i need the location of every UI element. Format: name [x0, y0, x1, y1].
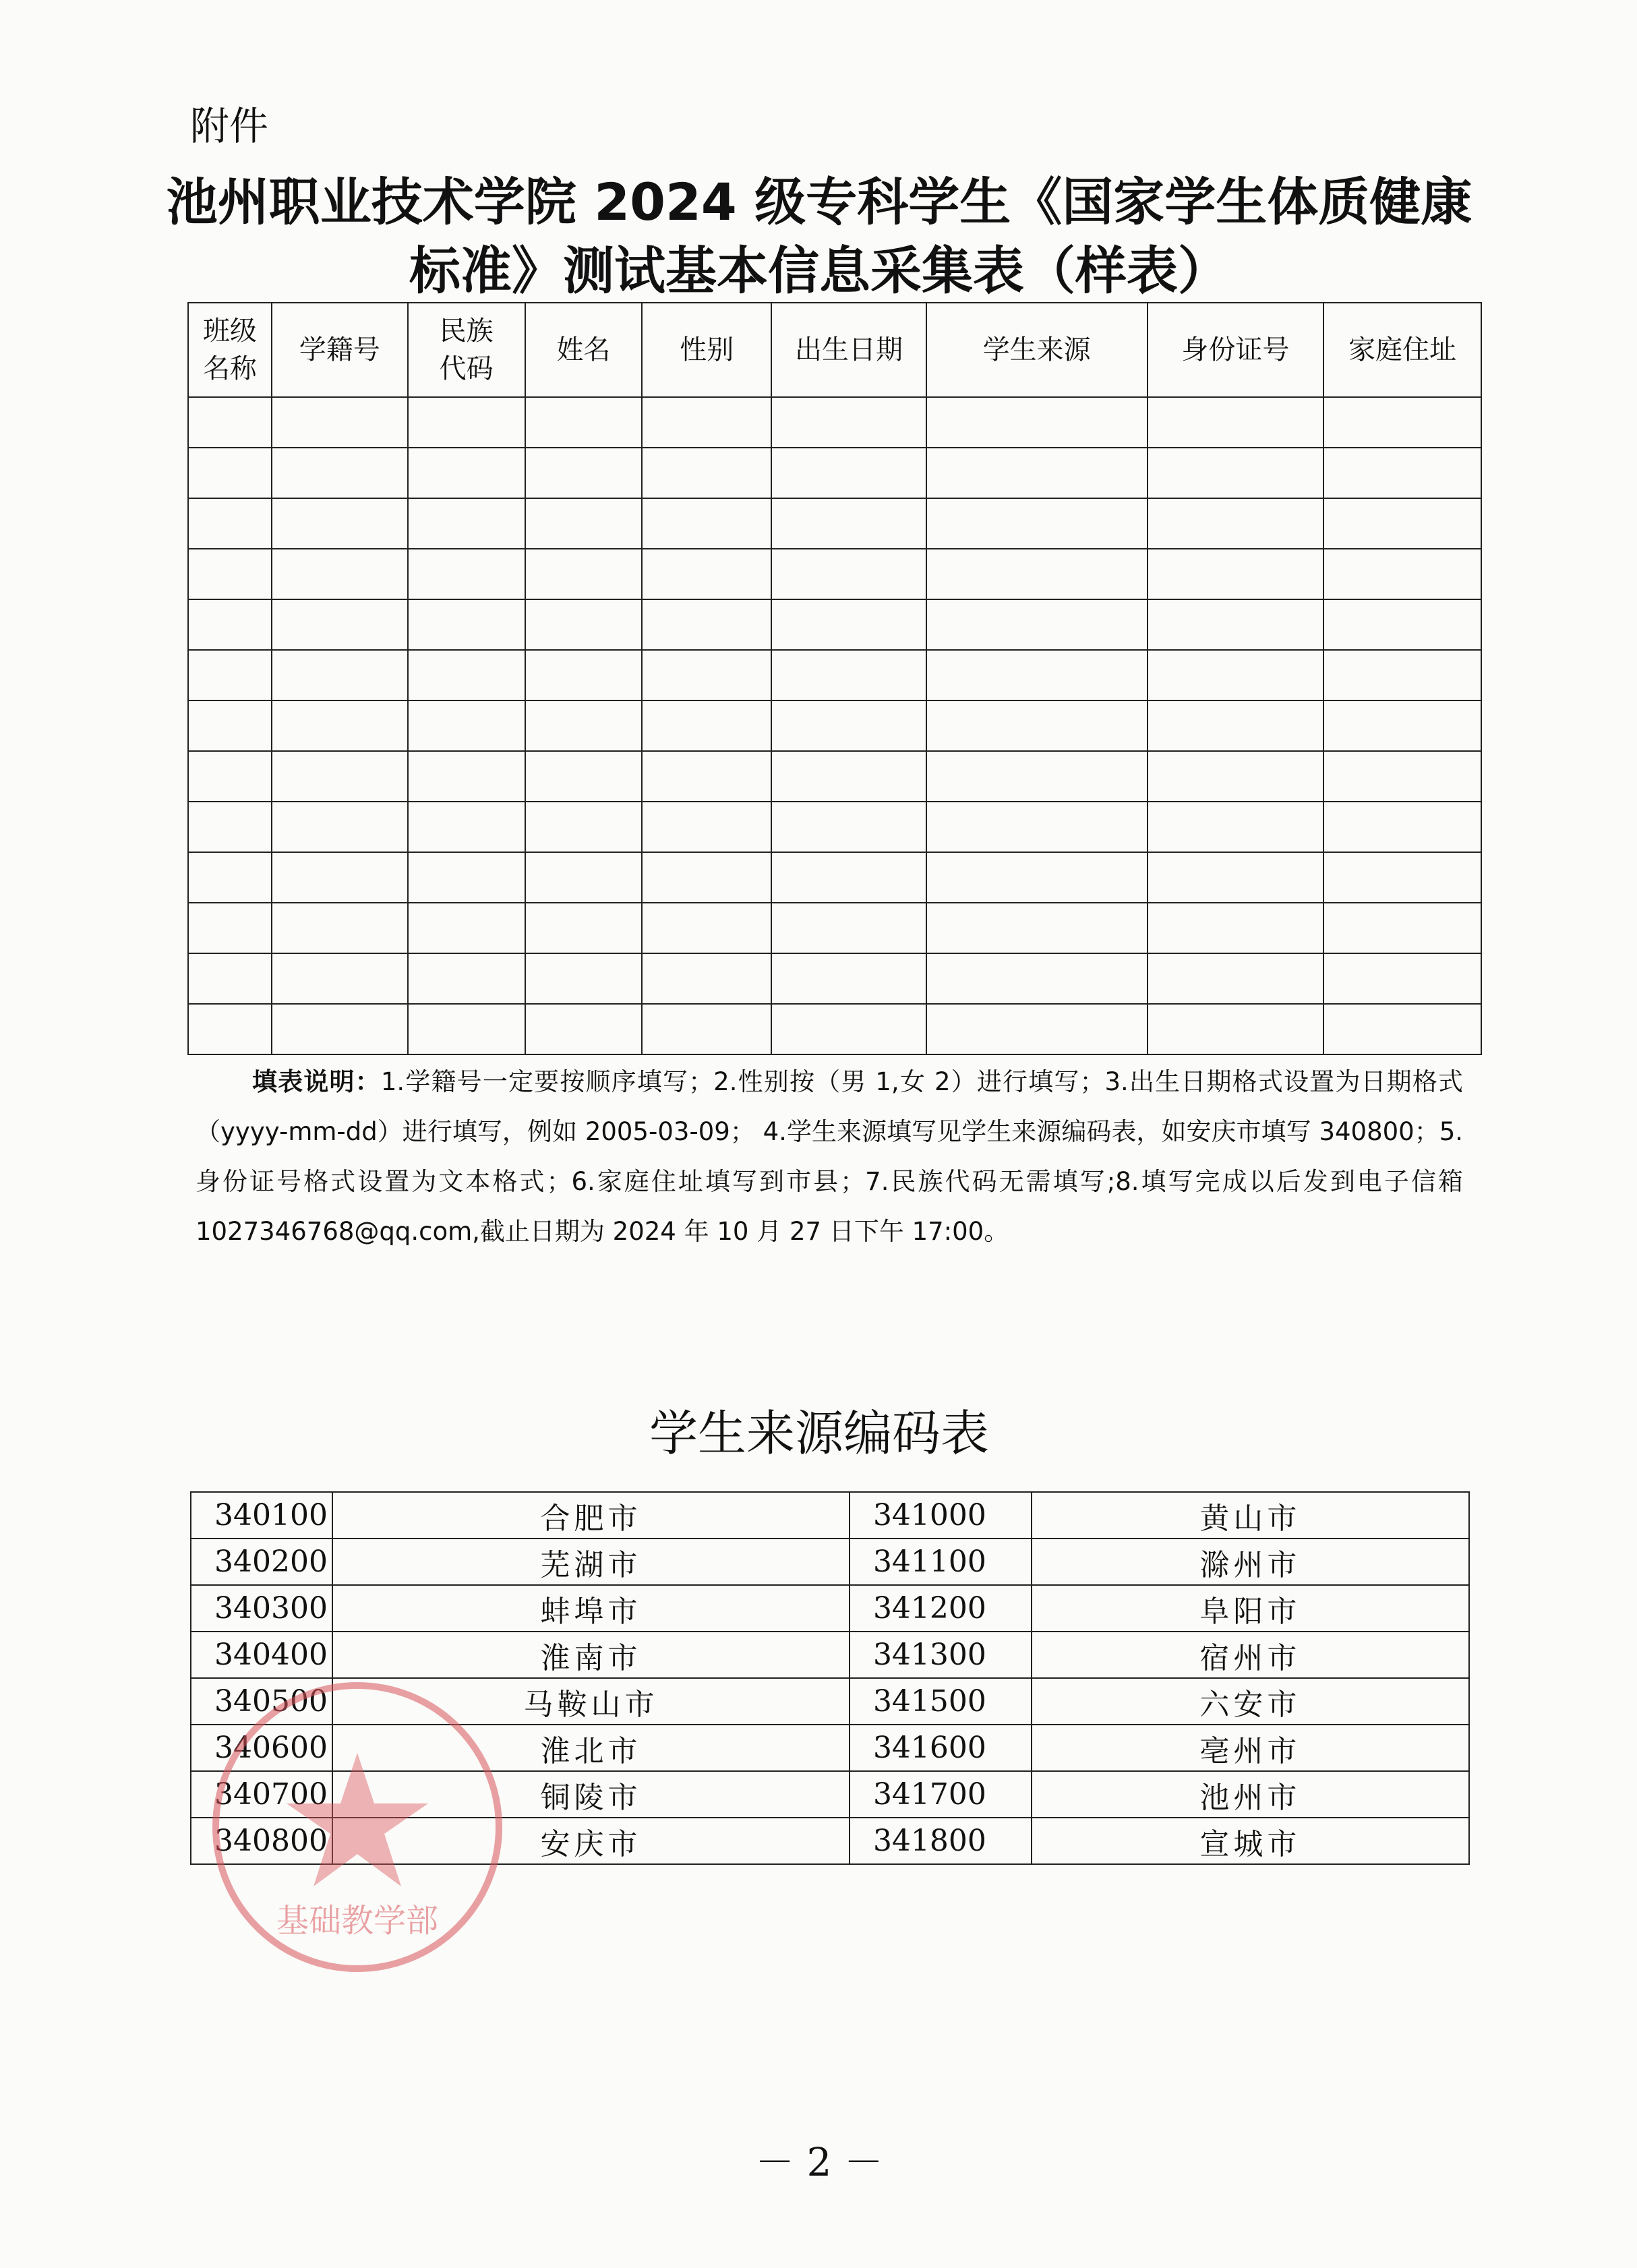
- empty-cell: [1148, 650, 1324, 700]
- city-name: 滁州市: [1032, 1539, 1469, 1585]
- empty-cell: [1323, 852, 1481, 903]
- empty-cell: [188, 953, 272, 1004]
- region-code: 340100: [191, 1492, 332, 1539]
- empty-cell: [525, 903, 643, 953]
- region-code: 341300: [850, 1632, 1032, 1678]
- table-row: [188, 1004, 1481, 1054]
- empty-cell: [926, 802, 1148, 852]
- empty-cell: [525, 953, 643, 1004]
- column-header: [642, 303, 771, 397]
- city-name: 池州市: [1032, 1771, 1469, 1818]
- region-code: 340800: [191, 1818, 332, 1864]
- column-header: [1323, 303, 1481, 397]
- table-row: [191, 1492, 1469, 1539]
- empty-cell: [408, 498, 525, 549]
- empty-cell: [188, 802, 272, 852]
- empty-cell: [771, 852, 926, 903]
- empty-cell: [1323, 953, 1481, 1004]
- table-row: [188, 852, 1481, 903]
- city-name: 阜阳市: [1032, 1585, 1469, 1632]
- table-row: [188, 397, 1481, 448]
- empty-cell: [642, 448, 771, 498]
- empty-cell: [525, 448, 643, 498]
- empty-cell: [408, 802, 525, 852]
- empty-cell: [771, 650, 926, 700]
- table-row: [191, 1585, 1469, 1632]
- empty-cell: [642, 397, 771, 448]
- empty-cell: [525, 1004, 643, 1054]
- column-header-line1: 出生日期: [795, 334, 903, 365]
- column-header: [926, 303, 1148, 397]
- empty-cell: [188, 852, 272, 903]
- empty-cell: [188, 1004, 272, 1054]
- empty-cell: [1323, 599, 1481, 650]
- page-number: － 2 －: [755, 2139, 883, 2185]
- empty-cell: [272, 650, 408, 700]
- empty-cell: [771, 802, 926, 852]
- column-header-line1: 姓名: [556, 334, 611, 365]
- region-code: 341200: [850, 1585, 1032, 1632]
- empty-cell: [771, 549, 926, 599]
- page-title-line2: 标准》测试基本信息采集表（样表）: [409, 241, 1229, 301]
- empty-cell: [642, 751, 771, 802]
- empty-cell: [926, 549, 1148, 599]
- empty-cell: [525, 599, 643, 650]
- empty-cell: [771, 1004, 926, 1054]
- empty-cell: [926, 448, 1148, 498]
- empty-cell: [188, 397, 272, 448]
- empty-cell: [926, 397, 1148, 448]
- table-row: [188, 599, 1481, 650]
- code-table-title: 学生来源编码表: [649, 1405, 989, 1462]
- table-row: [191, 1539, 1469, 1585]
- empty-cell: [771, 903, 926, 953]
- city-name: 安庆市: [332, 1818, 850, 1864]
- city-name: 黄山市: [1032, 1492, 1469, 1539]
- empty-cell: [188, 903, 272, 953]
- city-name: 六安市: [1032, 1678, 1469, 1725]
- empty-cell: [525, 397, 643, 448]
- empty-cell: [1323, 397, 1481, 448]
- empty-cell: [408, 397, 525, 448]
- empty-cell: [272, 802, 408, 852]
- region-code: 341000: [850, 1492, 1032, 1539]
- city-name: 合肥市: [332, 1492, 850, 1539]
- empty-cell: [1323, 700, 1481, 751]
- empty-cell: [408, 852, 525, 903]
- empty-cell: [408, 549, 525, 599]
- column-header-line1: 民族: [439, 316, 494, 347]
- empty-cell: [1323, 650, 1481, 700]
- empty-cell: [408, 751, 525, 802]
- empty-cell: [408, 599, 525, 650]
- seal-text: 基础教学部: [276, 1902, 439, 1940]
- empty-cell: [642, 802, 771, 852]
- empty-cell: [188, 700, 272, 751]
- region-code: 341600: [850, 1725, 1032, 1771]
- empty-cell: [272, 498, 408, 549]
- fill-instructions: [196, 1057, 1463, 1257]
- empty-cell: [408, 903, 525, 953]
- column-header: [1148, 303, 1324, 397]
- empty-cell: [1148, 549, 1324, 599]
- empty-cell: [926, 852, 1148, 903]
- info-collection-table: [187, 302, 1482, 1055]
- column-header-line1: 学生来源: [982, 334, 1091, 365]
- instructions-text: 1.学籍号一定要按顺序填写；2.性别按（男 1,女 2）进行填写；3.出生日期格式设置为日期格式（yyyy-mm-dd）进行填写，例如 2005-03-09； 4.学生来源填写见学生来源编码表，如安庆市填写 340800；5.身份证号格式设置为文本格式；6.家庭住址填写到市县；7.民族代码无需填写;8.填写完成以后发到电子信箱 1027346768@qq.com,截止日期为 2024 年 10 月 27 日下午 17:00。: [196, 1067, 1463, 1246]
- empty-cell: [525, 498, 643, 549]
- column-header: [272, 303, 408, 397]
- empty-cell: [771, 397, 926, 448]
- empty-cell: [408, 650, 525, 700]
- empty-cell: [272, 700, 408, 751]
- page-title-line1: 池州职业技术学院 2024 级专科学生《国家学生体质健康: [166, 172, 1472, 232]
- city-name: 蚌埠市: [332, 1585, 850, 1632]
- empty-cell: [771, 599, 926, 650]
- column-header-line1: 学籍号: [299, 334, 380, 365]
- region-code: 340400: [191, 1632, 332, 1678]
- table-row: [188, 448, 1481, 498]
- column-header: [408, 303, 525, 397]
- empty-cell: [272, 903, 408, 953]
- column-header: [771, 303, 926, 397]
- empty-cell: [1323, 549, 1481, 599]
- empty-cell: [771, 700, 926, 751]
- region-code: 341800: [850, 1818, 1032, 1864]
- empty-cell: [642, 903, 771, 953]
- empty-cell: [1148, 802, 1324, 852]
- city-name: 宣城市: [1032, 1818, 1469, 1864]
- table-row: [188, 549, 1481, 599]
- empty-cell: [272, 599, 408, 650]
- region-code: 340700: [191, 1771, 332, 1818]
- empty-cell: [642, 953, 771, 1004]
- table-row: [188, 700, 1481, 751]
- empty-cell: [272, 397, 408, 448]
- empty-cell: [771, 498, 926, 549]
- table-row: [188, 650, 1481, 700]
- region-code: 341700: [850, 1771, 1032, 1818]
- empty-cell: [188, 448, 272, 498]
- empty-cell: [926, 953, 1148, 1004]
- empty-cell: [642, 599, 771, 650]
- empty-cell: [272, 549, 408, 599]
- table-row: [188, 802, 1481, 852]
- empty-cell: [1148, 397, 1324, 448]
- empty-cell: [408, 700, 525, 751]
- column-header-line1: 身份证号: [1181, 334, 1290, 365]
- empty-cell: [1148, 1004, 1324, 1054]
- region-code: 341100: [850, 1539, 1032, 1585]
- form-body: [188, 397, 1481, 1054]
- empty-cell: [771, 953, 926, 1004]
- empty-cell: [1323, 448, 1481, 498]
- empty-cell: [272, 1004, 408, 1054]
- empty-cell: [525, 802, 643, 852]
- attachment-label: 附件: [190, 103, 269, 149]
- city-name: 亳州市: [1032, 1725, 1469, 1771]
- city-name: 铜陵市: [332, 1771, 850, 1818]
- instructions-lead: 填表说明：: [252, 1067, 381, 1096]
- empty-cell: [926, 1004, 1148, 1054]
- city-name: 马鞍山市: [332, 1678, 850, 1725]
- empty-cell: [926, 700, 1148, 751]
- empty-cell: [525, 549, 643, 599]
- official-seal-stamp: [202, 1672, 512, 1982]
- column-header: [188, 303, 272, 397]
- region-code: 340200: [191, 1539, 332, 1585]
- empty-cell: [408, 953, 525, 1004]
- empty-cell: [642, 1004, 771, 1054]
- empty-cell: [272, 953, 408, 1004]
- empty-cell: [525, 700, 643, 751]
- empty-cell: [525, 751, 643, 802]
- empty-cell: [408, 448, 525, 498]
- empty-cell: [1323, 903, 1481, 953]
- empty-cell: [926, 903, 1148, 953]
- column-header: [525, 303, 643, 397]
- column-header-line2: 代码: [439, 353, 494, 384]
- city-name: 淮南市: [332, 1632, 850, 1678]
- column-header-line1: 班级: [202, 316, 257, 347]
- empty-cell: [926, 650, 1148, 700]
- empty-cell: [1148, 498, 1324, 549]
- region-code: 340600: [191, 1725, 332, 1771]
- table-row: [188, 953, 1481, 1004]
- empty-cell: [642, 498, 771, 549]
- empty-cell: [1323, 751, 1481, 802]
- empty-cell: [188, 549, 272, 599]
- column-header-line1: 家庭住址: [1348, 334, 1457, 365]
- region-code: 340300: [191, 1585, 332, 1632]
- city-name: 芜湖市: [332, 1539, 850, 1585]
- empty-cell: [926, 599, 1148, 650]
- empty-cell: [926, 751, 1148, 802]
- region-code: 341500: [850, 1678, 1032, 1725]
- empty-cell: [272, 751, 408, 802]
- city-name: 宿州市: [1032, 1632, 1469, 1678]
- empty-cell: [1148, 903, 1324, 953]
- empty-cell: [272, 852, 408, 903]
- empty-cell: [408, 1004, 525, 1054]
- empty-cell: [188, 498, 272, 549]
- empty-cell: [642, 650, 771, 700]
- empty-cell: [1323, 802, 1481, 852]
- empty-cell: [1148, 852, 1324, 903]
- empty-cell: [188, 650, 272, 700]
- empty-cell: [525, 650, 643, 700]
- empty-cell: [1323, 1004, 1481, 1054]
- empty-cell: [1148, 599, 1324, 650]
- table-row: [188, 751, 1481, 802]
- empty-cell: [188, 599, 272, 650]
- column-header-line2: 名称: [202, 353, 257, 384]
- table-row: [188, 498, 1481, 549]
- empty-cell: [642, 549, 771, 599]
- city-name: 淮北市: [332, 1725, 850, 1771]
- table-row: [191, 1632, 1469, 1678]
- header-row: [188, 303, 1481, 397]
- empty-cell: [1148, 953, 1324, 1004]
- empty-cell: [1323, 498, 1481, 549]
- empty-cell: [272, 448, 408, 498]
- empty-cell: [188, 751, 272, 802]
- table-row: [188, 903, 1481, 953]
- empty-cell: [1148, 751, 1324, 802]
- empty-cell: [926, 498, 1148, 549]
- empty-cell: [771, 751, 926, 802]
- empty-cell: [1148, 448, 1324, 498]
- empty-cell: [642, 700, 771, 751]
- empty-cell: [771, 448, 926, 498]
- column-header-line1: 性别: [680, 334, 734, 365]
- empty-cell: [525, 852, 643, 903]
- empty-cell: [1148, 700, 1324, 751]
- region-code: 340500: [191, 1678, 332, 1725]
- empty-cell: [642, 852, 771, 903]
